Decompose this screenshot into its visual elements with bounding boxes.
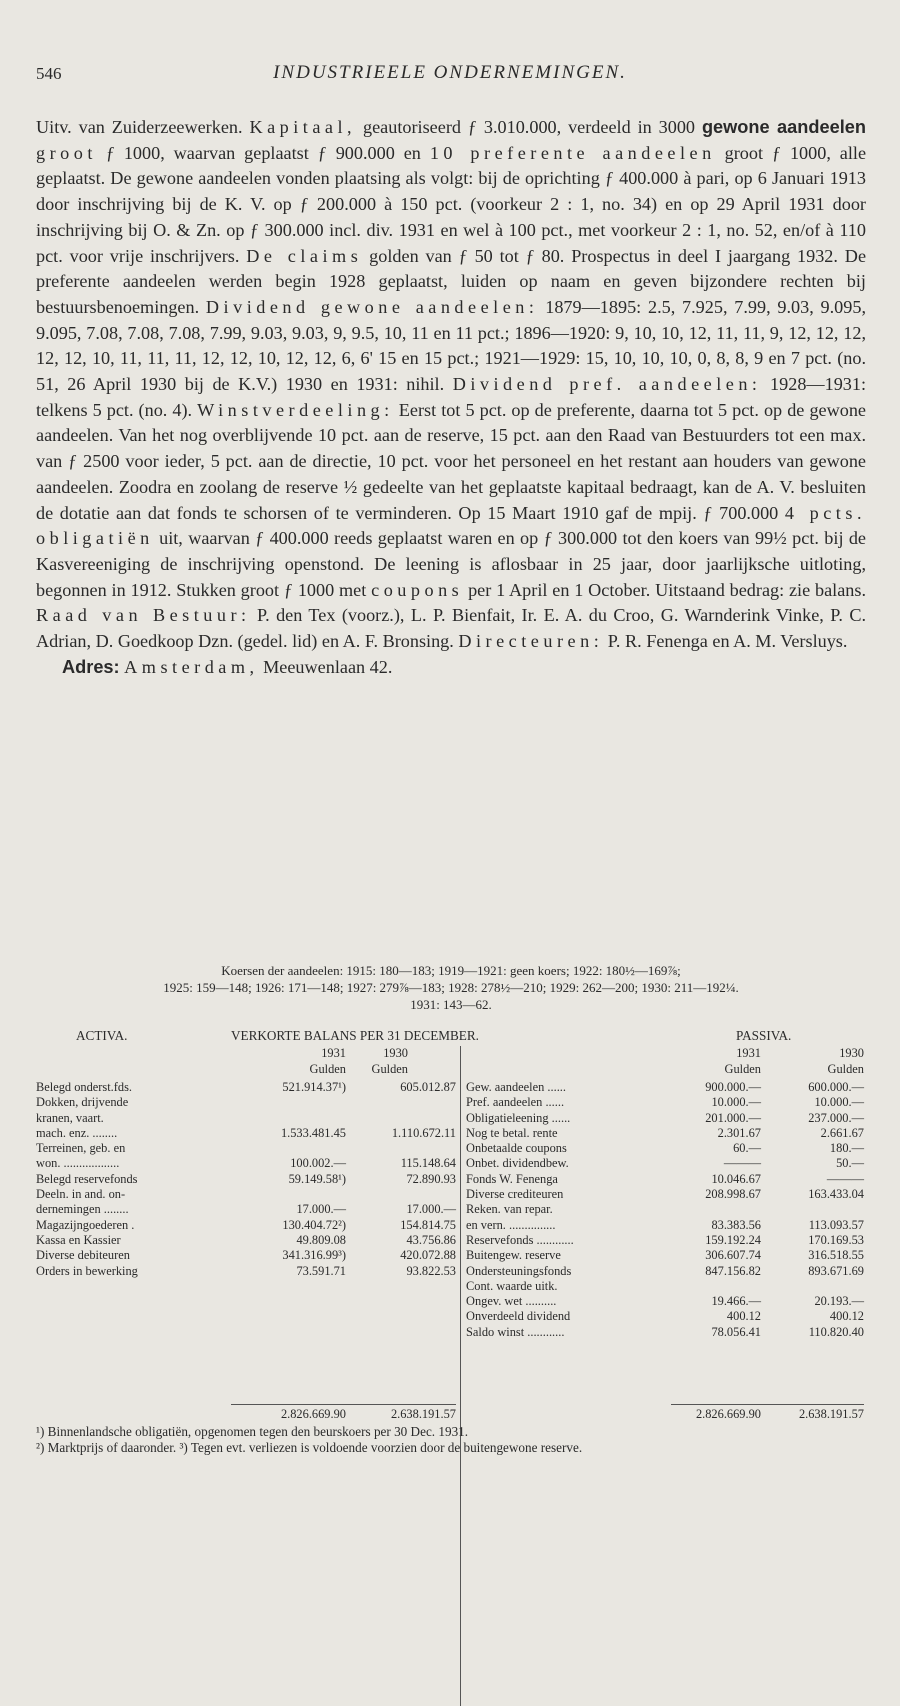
activa-row [36,1126,456,1141]
groot-spaced: groot [36,142,97,163]
balance-totals [36,1407,866,1423]
text-span: P. R. Fenenga en A. M. Versluys. [607,631,848,652]
passiva-value-1931: 60.— [733,1141,761,1156]
activa-value-1931: 17.000.— [296,1202,346,1217]
passiva-value-1930: ——— [826,1171,864,1186]
passiva-row [466,1202,866,1217]
share-prices-line: Koersen der aandeelen: 1915: 180—183; 1919—1921: geen koers; 1922: 180½—169⅞; [221,963,681,978]
passiva-value-1930: 2.661.67 [820,1125,864,1140]
passiva-label: Reken. van repar. [466,1202,553,1217]
adres-label: Adres: [62,656,120,677]
passiva-row [466,1248,866,1263]
passiva-label: Onbetaalde coupons [466,1141,567,1156]
balance-sheet [36,1028,866,1339]
activa-label: Terreinen, geb. en [36,1141,126,1156]
text-span: per 1 April en 1 October. Uitstaand bedrag: zie balans. [468,579,867,600]
text-span: golden van ƒ 50 tot ƒ 80. Prospectus in deel I jaargang 1932. De preferente aandeelen werden begin 1928 geplaatst, luiden op naam en geven bijzondere rechten bij bestuursbenoemingen. [36,245,867,317]
total-activa-1930: 2.638.191.57 [390,1407,456,1421]
passiva-value-1930: 10.000.— [814,1095,864,1110]
total-passiva-1931: 2.826.669.90 [695,1407,761,1421]
running-title: INDUSTRIEELE ONDERNEMINGEN. [273,62,627,83]
activa-unit-1931: Gulden [309,1062,346,1076]
passiva-list [466,1080,866,1340]
kapitaal-heading: Kapitaal, [249,117,357,137]
activa-value-1930: 1.110.672.11 [391,1125,456,1140]
total-activa-1931: 2.826.669.90 [280,1407,346,1421]
obligatien-heading: 4 pcts. obligatiën [36,502,866,549]
total-rule [671,1404,864,1405]
passiva-value-1931: 19.466.— [711,1294,761,1309]
activa-value-1930: 93.822.53 [406,1263,456,1278]
raad-van-bestuur-heading: Raad van Bestuur: [36,605,251,626]
passiva-value-1930: 893.671.69 [808,1263,864,1278]
gewone-aandeelen-heading: gewone aandeelen [701,117,867,137]
passiva-row [466,1218,866,1233]
activa-value-1931: 1.533.481.45 [280,1125,346,1140]
share-prices [36,962,866,1013]
activa-value-1930: 115.148.64 [400,1156,456,1171]
activa-year-1930: 1930 [383,1046,408,1060]
activa-row [36,1187,456,1202]
activa-row [36,1095,456,1110]
passiva-row [466,1080,866,1095]
activa-unit-1930: Gulden [371,1062,408,1076]
passiva-label: Reservefonds ............ [466,1232,574,1247]
claims-heading: De claims [246,245,363,266]
activa-row [36,1141,456,1156]
passiva-label: en vern. ............... [466,1217,556,1232]
activa-list [36,1080,456,1279]
balance-header [36,1028,866,1046]
passiva-label: Ondersteuningsfonds [466,1263,572,1278]
passiva-value-1931: 78.056.41 [711,1324,761,1339]
total-rule [231,1404,456,1405]
share-prices-line: 1931: 143—62. [410,997,492,1012]
company-entry [36,115,866,680]
activa-row [36,1080,456,1095]
share-prices-line: 1925: 159—148; 1926: 171—148; 1927: 279⅞—183; 1928: 278½—210; 1929: 262—200; 1930: 211—192¼. [163,980,739,995]
activa-year-1931: 1931 [321,1046,346,1060]
text-span: uit, waarvan ƒ 400.000 reeds geplaatst waren en op ƒ 300.000 tot den koers van 99½ pct. bij de Kasvereeniging de inschrijving openstond. De leening is aflosbaar in 25 jaar, door jaarlijksche uitloting, begonnen in 1912. Stukken groot ƒ 1000 met [36,528,867,600]
text-span: 1879—1895: 2.5, 7.925, 7.99, 9.03, 9.095, 9.095, 7.08, 7.08, 7.08, 7.99, 9.03, 9.03, 9, 9.5, 10, 11 en 11 pct.; 1896—1920: 9, 10, 10, 12, 11, 11, 9, 12, 12, 12, 12, 12, 10, 11, 11, 11, 12, 12, 10, 12, 12, 6, 6' 15 en 15 pct.; 1921—1929: 15, 10, 10, 10, 0, 8, 8, 9 en 7 pct. (no. 51, 26 April 1930 bij de K.V.) 1930 en 1931: nihil. [36,296,866,395]
passiva-year-1930: 1930 [839,1046,864,1060]
text-span: ƒ 1000, waarvan geplaatst ƒ 900.000 en [105,142,421,163]
passiva-year-1931: 1931 [736,1046,761,1060]
passiva-value-1930: 180.— [829,1141,864,1156]
activa-value-1930: 154.814.75 [400,1217,456,1232]
activa-value-1931: 49.809.08 [296,1232,346,1247]
activa-value-1931: 100.002.— [290,1156,346,1171]
passiva-unit-1931: Gulden [724,1062,761,1076]
passiva-row [466,1279,866,1294]
passiva-value-1931: ——— [723,1156,761,1171]
activa-label: Kassa en Kassier [36,1232,121,1247]
activa-value-1931: 521.914.37¹) [282,1080,346,1094]
activa-value-1931: 59.149.58¹) [288,1171,346,1186]
page-number: 546 [36,64,62,83]
activa-label: mach. enz. ........ [36,1125,118,1140]
passiva-label: Buitengew. reserve [466,1248,561,1263]
passiva-row [466,1095,866,1110]
footnote-1: ¹) Binnenlandsche obligatiën, opgenomen tegen den beurskoers per 30 Dec. 1931. [36,1424,469,1439]
activa-row [36,1218,456,1233]
dividend-pref-heading: Dividend pref. aandeelen: [452,374,762,395]
activa-row [36,1233,456,1248]
passiva-label: Cont. waarde uitk. [466,1278,558,1293]
footnotes [36,1424,866,1455]
passiva-row [466,1156,866,1171]
activa-label: kranen, vaart. [36,1110,104,1125]
activa-label: Deeln. in and. on- [36,1187,126,1202]
activa-row [36,1172,456,1187]
winstverdeeling-heading: Winstverdeeling: [197,399,394,420]
passiva-value-1930: 163.433.04 [808,1187,864,1202]
activa-value-1931: 341.316.99³) [282,1248,346,1263]
activa-row [36,1156,456,1171]
text-span: Uitv. van Zuiderzeewerken. [36,117,243,137]
activa-value-1930: 17.000.— [406,1202,456,1217]
passiva-value-1930: 110.820.40 [808,1324,864,1339]
activa-label: Magazijngoederen . [36,1217,135,1232]
text-span: groot ƒ 1000, alle geplaatst. De gewone aandeelen vonden plaatsing als volgt: bij de oprichting ƒ 400.000 à pari, op 6 Januari 1913 door inschrijving bij de K. V. op ƒ 200.000 à 150 pct. (voorkeur 2 : 1, no. 34) en op 29 April 1931 door inschrijving bij O. & Zn. op ƒ 300.000 incl. div. 1931 en wel à 100 pct., met voorkeur 2 : 1, no. 52, en/of à 110 pct. voor vrije inschrijvers. [36,142,867,266]
passiva-value-1930: 237.000.— [808,1110,864,1125]
directeuren-heading: Directeuren: [458,631,604,652]
footnote-2: ²) Marktprijs of daaronder. ³) Tegen evt. verliezen is voldoende voorzien door de buitengewone reserve. [36,1439,583,1455]
activa-label: dernemingen ........ [36,1202,129,1217]
activa-row [36,1111,456,1126]
adres-street: Meeuwenlaan 42. [263,656,393,677]
passiva-value-1930: 50.— [836,1156,864,1171]
dividend-gewone-heading: Dividend gewone aandeelen: [205,296,539,317]
activa-heading: ACTIVA. [76,1028,128,1043]
text-span: 1928—1931: telkens 5 pct. (no. 4). [36,374,867,420]
activa-label: Belegd reservefonds [36,1171,138,1186]
passiva-value-1930: 316.518.55 [808,1248,864,1263]
total-passiva-1930: 2.638.191.57 [798,1407,864,1421]
running-head [36,62,864,92]
adres-city: Amsterdam, [124,656,259,677]
activa-value-1930: 605.012.87 [400,1080,456,1094]
passiva-value-1931: 10.000.— [711,1095,761,1110]
passiva-row [466,1172,866,1187]
passiva-value-1930: 170.169.53 [808,1232,864,1247]
activa-value-1930: 420.072.88 [400,1248,456,1263]
passiva-value-1930: 600.000.— [808,1080,864,1094]
passiva-row [466,1111,866,1126]
activa-label: won. .................. [36,1156,120,1171]
text-span: P. den Tex (voorz.), L. P. Bienfait, Ir. E. A. du Croo, G. Warnderink Vinke, P. C. Adrian, D. Goedkoop Dzn. (gedel. lid) en A. F. Bronsing. [36,605,867,652]
passiva-row [466,1126,866,1141]
passiva-row [466,1325,866,1340]
passiva-label: Obligatieleening ...... [466,1110,571,1125]
passiva-label: Gew. aandeelen ...... [466,1080,566,1094]
balance-divider [460,1046,461,1706]
passiva-value-1930: 400.12 [829,1309,864,1324]
activa-label: Dokken, drijvende [36,1095,129,1110]
passiva-label: Pref. aandeelen ...... [466,1095,565,1110]
activa-value-1930: 43.756.86 [406,1232,456,1247]
address-line [36,655,866,681]
passiva-heading: PASSIVA. [736,1028,792,1043]
passiva-value-1931: 2.301.67 [717,1125,761,1140]
passiva-value-1931: 306.607.74 [705,1248,761,1263]
passiva-value-1931: 83.383.56 [711,1217,761,1232]
passiva-value-1930: 20.193.— [814,1294,864,1309]
preferente-aandeelen-heading: 10 preferente aandeelen [429,142,716,163]
passiva-label: Onverdeeld dividend [466,1309,571,1324]
passiva-row [466,1141,866,1156]
balance-column-headers [36,1046,866,1080]
passiva-value-1931: 900.000.— [705,1080,761,1094]
passiva-value-1931: 847.156.82 [705,1263,761,1278]
passiva-value-1930: 113.093.57 [808,1217,864,1232]
passiva-row [466,1294,866,1309]
activa-row [36,1202,456,1217]
passiva-value-1931: 201.000.— [705,1110,761,1125]
passiva-value-1931: 159.192.24 [705,1232,761,1247]
passiva-label: Diverse crediteuren [466,1187,564,1202]
passiva-label: Onbet. dividendbew. [466,1156,569,1171]
passiva-value-1931: 10.046.67 [711,1171,761,1186]
activa-value-1931: 73.591.71 [296,1263,346,1278]
text-span: geautoriseerd ƒ 3.010.000, verdeeld in 3000 [363,117,696,137]
activa-value-1931: 130.404.72²) [282,1217,346,1232]
text-span: Eerst tot 5 pct. op de preferente, daarna tot 5 pct. op de gewone aandeelen. Van het nog overblijvende 10 pct. aan de reserve, 15 pct. aan den Raad van Bestuurders tot een max. van ƒ 2500 voor ieder, 5 pct. aan de directie, 10 pct. voor het personeel en het restant aan houders van gewone aandeelen. Zoodra en zoolang de reserve ½ gedeelte van het geplaatste kapitaal bedraagt, kan de A. V. besluiten de dotatie aan dat fonds te schorsen of te verminderen. Op 15 Maart 1910 gaf de mpij. ƒ 700.000 [36,399,867,523]
activa-label: Diverse debiteuren [36,1248,130,1263]
activa-row [36,1264,456,1279]
passiva-label: Nog te betal. rente [466,1125,558,1140]
passiva-label: Ongev. wet .......... [466,1294,557,1309]
passiva-row [466,1264,866,1279]
passiva-row [466,1309,866,1324]
passiva-label: Fonds W. Fenenga [466,1171,558,1186]
passiva-row [466,1233,866,1248]
passiva-value-1931: 400.12 [726,1309,761,1324]
passiva-unit-1930: Gulden [827,1062,864,1076]
entry-paragraph [36,115,866,655]
activa-label: Orders in bewerking [36,1263,138,1278]
passiva-row [466,1187,866,1202]
passiva-label: Saldo winst ............ [466,1324,565,1339]
activa-label: Belegd onderst.fds. [36,1080,133,1094]
activa-value-1930: 72.890.93 [406,1171,456,1186]
balance-title: VERKORTE BALANS PER 31 DECEMBER. [231,1028,479,1043]
coupons-heading: coupons [371,579,464,600]
passiva-value-1931: 208.998.67 [705,1187,761,1202]
activa-row [36,1248,456,1263]
